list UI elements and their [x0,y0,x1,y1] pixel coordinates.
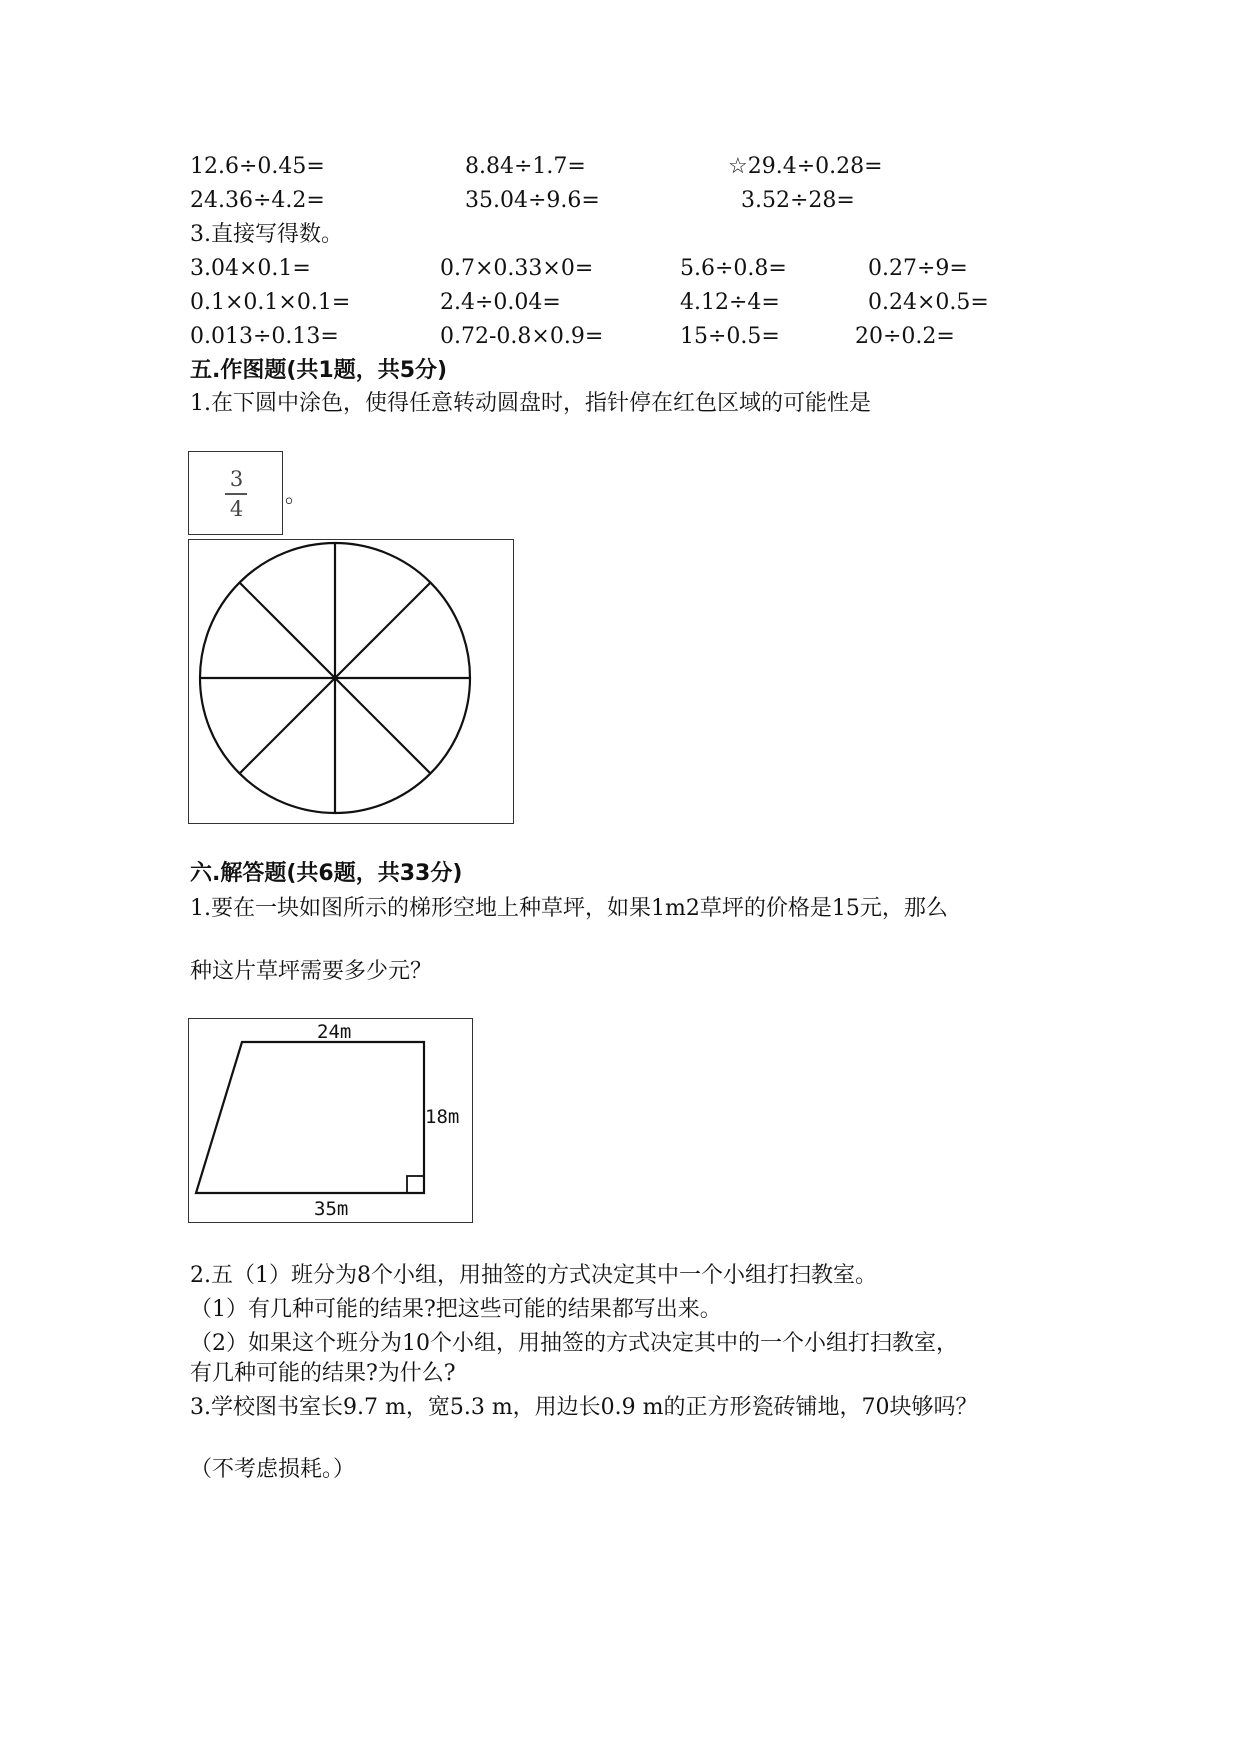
oral-2-3: 4.12÷4= [680,290,780,315]
calc-1-1: 12.6÷0.45= [190,154,325,179]
section6-q2-2b: 有几种可能的结果?为什么? [190,1361,456,1386]
fraction-period: 。 [285,483,308,508]
section6-q1-line2: 种这片草坪需要多少元？ [190,959,433,984]
oral-1-3: 5.6÷0.8= [680,256,787,281]
oral-1-4: 0.27÷9= [868,256,968,281]
oral-3-1: 0.013÷0.13= [190,324,339,349]
trapezoid-top-label: 24m [317,1021,352,1043]
q3-title: 3.直接写得数。 [190,222,343,247]
oral-3-4: 20÷0.2= [855,324,955,349]
trapezoid-height-label: 18m [425,1106,460,1128]
oral-1-1: 3.04×0.1= [190,256,311,281]
fraction-denominator: 4 [229,497,244,521]
trapezoid-bottom-label: 35m [314,1198,349,1220]
oral-3-2: 0.72-0.8×0.9= [440,324,604,349]
fraction-bar [225,493,247,495]
oral-2-1: 0.1×0.1×0.1= [190,290,351,315]
calc-1-2: 8.84÷1.7= [465,154,586,179]
oral-3-3: 15÷0.5= [680,324,780,349]
section5-heading: 五.作图题(共1题，共5分) [190,358,448,383]
oral-2-2: 2.4÷0.04= [440,290,561,315]
spinner-figure [188,539,514,824]
section6-heading: 六.解答题(共6题，共33分) [190,861,463,886]
spinner-circle[interactable] [189,540,515,825]
fraction-box [188,451,283,535]
oral-2-4: 0.24×0.5= [868,290,989,315]
trapezoid-figure [188,1018,473,1223]
section6-q2-2a: （2）如果这个班分为10个小组，用抽签的方式决定其中的一个小组打扫教室， [190,1331,958,1356]
fraction-numerator: 3 [229,467,244,491]
section6-q3-note: （不考虑损耗。） [190,1457,356,1482]
section5-q1: 1.在下圆中涂色，使得任意转动圆盘时，指针停在红色区域的可能性是 [190,391,871,416]
section6-q1-line1: 1.要在一块如图所示的梯形空地上种草坪，如果1m2草坪的价格是15元，那么 [190,896,948,921]
calc-2-2: 35.04÷9.6= [465,188,600,213]
section6-q2: 2.五（1）班分为8个小组，用抽签的方式决定其中一个小组打扫教室。 [190,1263,877,1288]
calc-2-1: 24.36÷4.2= [190,188,325,213]
calc-2-3: 3.52÷28= [741,188,855,213]
section6-q2-1: （1）有几种可能的结果?把这些可能的结果都写出来。 [190,1297,722,1322]
oral-1-2: 0.7×0.33×0= [440,256,594,281]
calc-1-3: ☆29.4÷0.28= [728,154,883,179]
section6-q3: 3.学校图书室长9.7 m，宽5.3 m，用边长0.9 m的正方形瓷砖铺地，70块够吗？ [190,1395,978,1420]
